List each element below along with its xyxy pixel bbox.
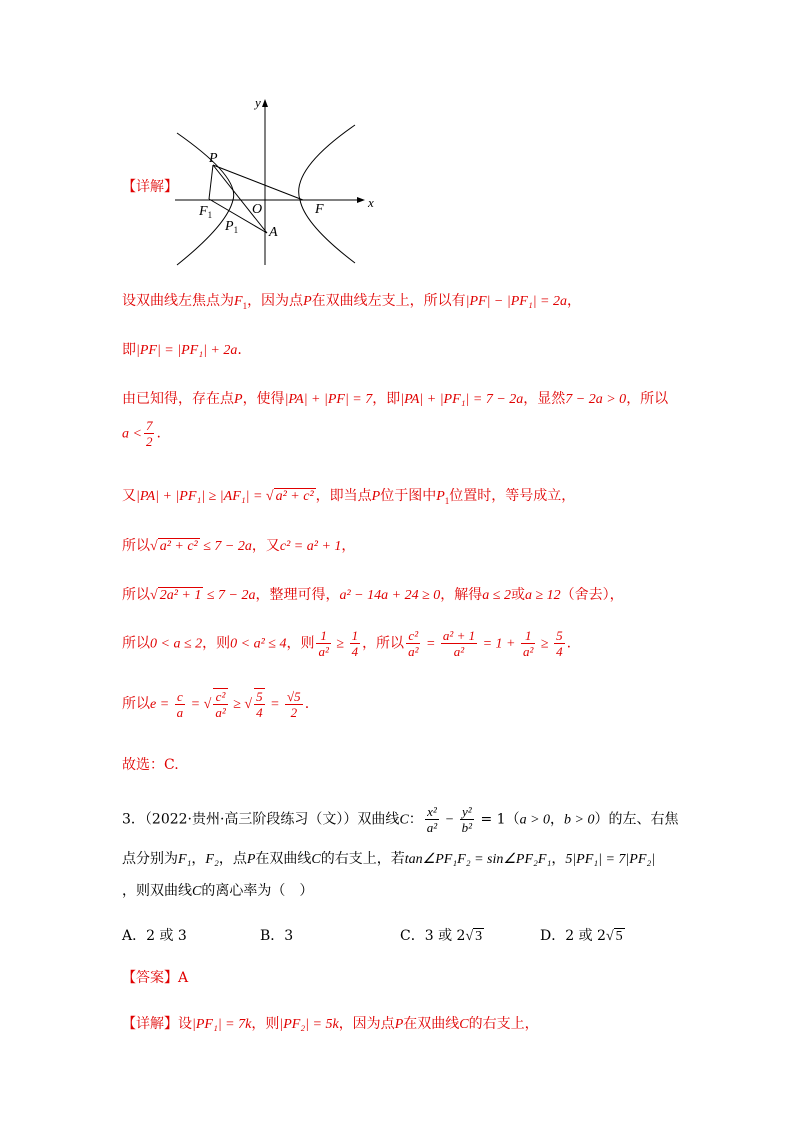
label-A: A bbox=[269, 225, 278, 240]
option-c[interactable]: C．3 或 2√ 3 bbox=[400, 928, 483, 944]
label-P1: $P_1$ bbox=[225, 219, 239, 235]
answer-line bbox=[122, 967, 188, 987]
label-F: F bbox=[315, 202, 324, 217]
choice-result: 故选：C. bbox=[122, 757, 179, 773]
detail-line-last: 【详解】设|PF₁| = 7k，则|PF₂| = 5k，因为点P在双曲线C的右支上， bbox=[122, 1016, 539, 1032]
answer-label: 【答案】 bbox=[122, 970, 178, 986]
question-3-line-2: 点分别为F₁，F₂，点P在双曲线C的右支上，若tan∠PF₁F₂ = sin∠PF₂F₁，5|PF₁| = 7|PF₂| bbox=[122, 851, 656, 867]
question-3-line-3: ，则双曲线C的离心率为（ ） bbox=[122, 883, 314, 899]
label-P: P bbox=[209, 151, 218, 166]
left-branch bbox=[177, 133, 234, 265]
solution-line-8: 所以0 < a ≤ 2，则0 < a² ≤ 4，则 $\frac{1}{\text{a²}}$ ≥ $\frac{1}{4}$ ，所以 $\frac{\text{c²}}{\text{a²}}$ = $\frac{\text{a² + 1}}{\text{a²}}$ = 1 + $\frac{1}{\text{a²}}$ ≥ $\frac{5}{4}$ . bbox=[122, 628, 572, 659]
option-d[interactable]: D．2 或 2√ 5 bbox=[540, 928, 623, 944]
solution-line-5: 又|PA| + |PF₁| ≥ |AF₁| = √ a² + c² ，即当点P位于图中$P_1$位置时，等号成立， bbox=[122, 488, 576, 506]
label-y: y bbox=[255, 95, 261, 110]
solution-line-1: 设双曲线左焦点为$F_1$，因为点P在双曲线左支上，所以有|PF| − |PF₁| = 2a， bbox=[122, 293, 581, 311]
label-O: O bbox=[252, 202, 263, 217]
solution-line-9: 所以e = $\frac{c}{a}$ = √ $\frac{\text{c²}}{\text{a²}}$ ≥ √ $\frac{5}{4}$ = $\frac{√5}{2}$ . bbox=[122, 688, 310, 720]
solution-line-7: 所以√ 2a² + 1 ≤ 7 − 2a，整理可得，a² − 14a + 24 ≥ 0，解得a ≤ 2或a ≥ 12（舍去）， bbox=[122, 587, 624, 603]
solution-line-4: a < $\frac{7}{2}$ . bbox=[122, 418, 161, 449]
y-axis-arrow bbox=[262, 99, 268, 107]
option-b[interactable]: B．3 bbox=[260, 928, 294, 944]
x-axis-arrow bbox=[357, 197, 365, 203]
label-x: x bbox=[368, 195, 374, 210]
hyperbola-figure bbox=[175, 95, 375, 270]
question-3-line-1: 3．（2022·贵州·高三阶段练习（文））双曲线C： $\frac{\text{x²}}{\text{a²}}$ − $\frac{\text{y²}}{\text{b²}}$ = 1（a > 0，b > 0）的左、右焦 bbox=[122, 804, 679, 835]
answer-value: A bbox=[178, 970, 189, 986]
right-branch bbox=[299, 125, 355, 263]
solution-line-3: 由已知得，存在点P，使得|PA| + |PF| = 7，即|PA| + |PF₁| = 7 − 2a，显然7 − 2a > 0，所以 bbox=[122, 391, 669, 407]
option-a[interactable]: A．2 或 3 bbox=[122, 928, 187, 944]
segment-PF1 bbox=[209, 165, 213, 199]
solution-line-2: 即|PF| = |PF₁| + 2a. bbox=[122, 342, 242, 358]
solution-line-6: 所以√ a² + c² ≤ 7 − 2a，又c² = a² + 1， bbox=[122, 538, 356, 554]
detail-label: 【详解】 bbox=[122, 179, 178, 195]
label-F1: $F_1$ bbox=[199, 204, 213, 220]
